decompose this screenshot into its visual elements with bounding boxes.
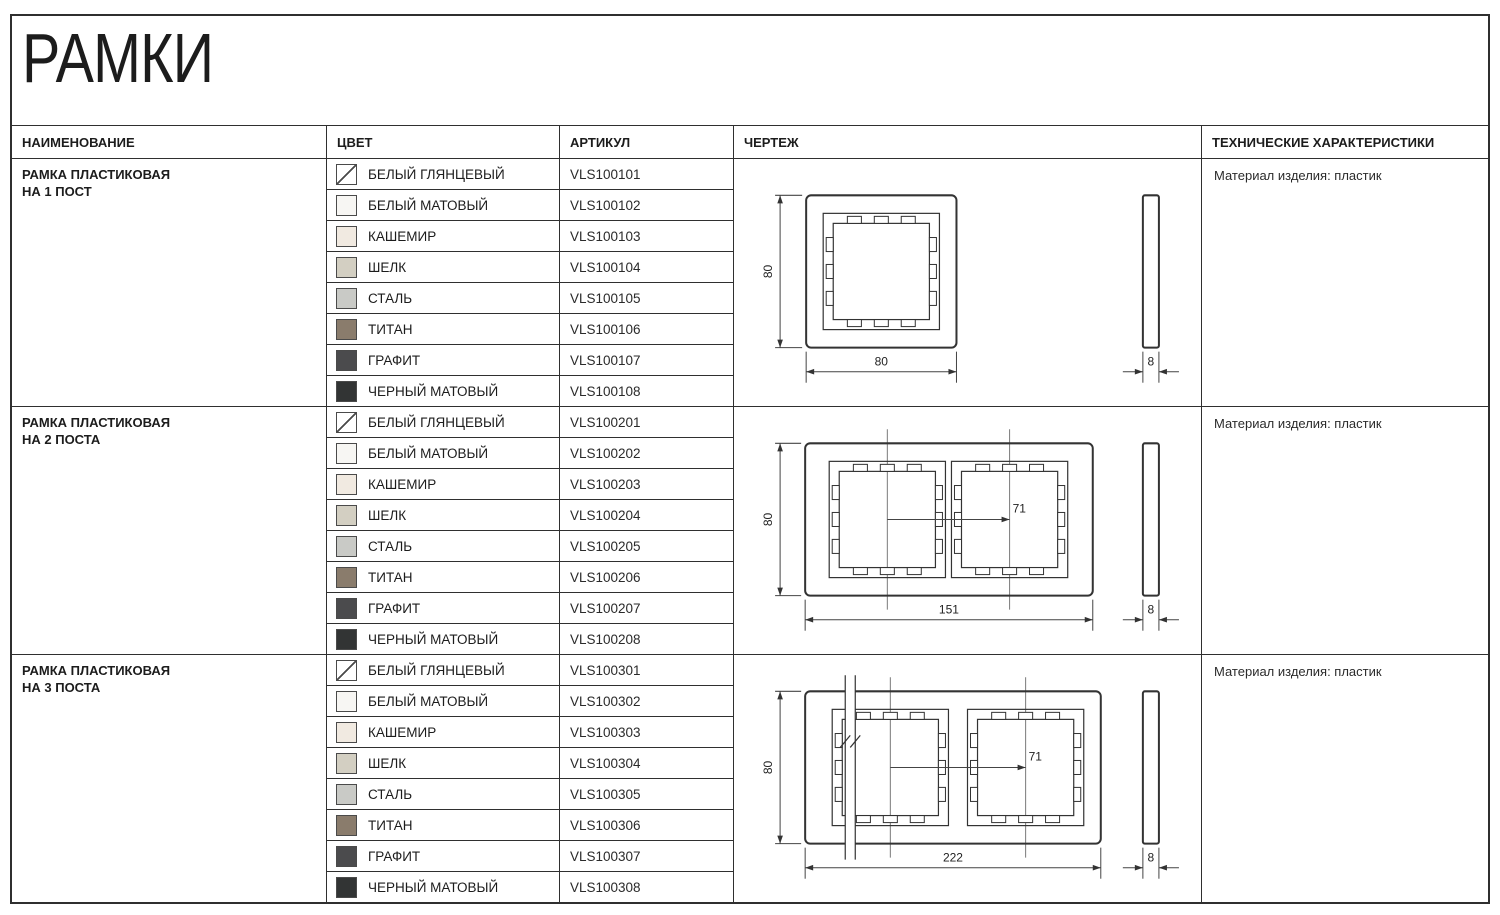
variants-list xyxy=(327,655,734,902)
variant-row xyxy=(327,376,733,406)
tech-characteristics: Материал изделия: пластик xyxy=(1214,664,1382,679)
variant-row xyxy=(327,500,733,531)
header-name: НАИМЕНОВАНИЕ xyxy=(12,126,327,158)
color-swatch xyxy=(336,164,357,185)
article-code: VLS100105 xyxy=(570,290,641,306)
product-groups xyxy=(12,159,1488,902)
svg-text:80: 80 xyxy=(761,264,776,279)
color-name: ЧЕРНЫЙ МАТОВЫЙ xyxy=(368,383,499,399)
color-cell xyxy=(327,252,560,282)
title-row xyxy=(12,16,1488,126)
color-name: ТИТАН xyxy=(368,569,413,585)
variant-row xyxy=(327,314,733,345)
variant-row xyxy=(327,407,733,438)
color-cell xyxy=(327,593,560,623)
table-header-row xyxy=(12,126,1488,159)
color-name: БЕЛЫЙ МАТОВЫЙ xyxy=(368,445,489,461)
svg-text:80: 80 xyxy=(761,760,776,775)
article-code: VLS100107 xyxy=(570,352,641,368)
svg-text:8: 8 xyxy=(1147,850,1155,865)
variants-list xyxy=(327,407,734,654)
product-name: РАМКА ПЛАСТИКОВАЯ НА 1 ПОСТ xyxy=(12,159,327,406)
article-code: VLS100206 xyxy=(570,569,641,585)
variant-row xyxy=(327,624,733,654)
color-cell xyxy=(327,779,560,809)
article-code: VLS100305 xyxy=(570,786,641,802)
article-code: VLS100303 xyxy=(570,724,641,740)
article-code: VLS100108 xyxy=(570,383,641,399)
color-cell xyxy=(327,531,560,561)
color-cell xyxy=(327,438,560,468)
variants-list xyxy=(327,159,734,406)
color-cell xyxy=(327,221,560,251)
svg-text:80: 80 xyxy=(761,512,776,527)
tech-characteristics: Материал изделия: пластик xyxy=(1214,416,1382,431)
color-name: БЕЛЫЙ ГЛЯНЦЕВЫЙ xyxy=(368,414,505,430)
variant-row xyxy=(327,779,733,810)
color-swatch xyxy=(336,350,357,371)
variant-row xyxy=(327,438,733,469)
color-name: КАШЕМИР xyxy=(368,228,437,244)
variant-row xyxy=(327,810,733,841)
color-name: БЕЛЫЙ МАТОВЫЙ xyxy=(368,197,489,213)
article-code: VLS100106 xyxy=(570,321,641,337)
variant-row xyxy=(327,252,733,283)
color-swatch xyxy=(336,381,357,402)
color-swatch xyxy=(336,598,357,619)
color-name: ГРАФИТ xyxy=(368,600,421,616)
article-code: VLS100304 xyxy=(570,755,641,771)
article-code: VLS100101 xyxy=(570,166,641,182)
header-drawing: ЧЕРТЕЖ xyxy=(734,126,1202,158)
variant-row xyxy=(327,221,733,252)
color-name: СТАЛЬ xyxy=(368,290,413,306)
article-code: VLS100201 xyxy=(570,414,641,430)
color-swatch xyxy=(336,195,357,216)
color-name: СТАЛЬ xyxy=(368,786,413,802)
color-cell xyxy=(327,841,560,871)
color-name: БЕЛЫЙ МАТОВЫЙ xyxy=(368,693,489,709)
color-swatch xyxy=(336,319,357,340)
article-code: VLS100202 xyxy=(570,445,641,461)
color-swatch xyxy=(336,567,357,588)
color-cell xyxy=(327,500,560,530)
header-color: ЦВЕТ xyxy=(327,126,560,158)
article-code: VLS100207 xyxy=(570,600,641,616)
article-code: VLS100306 xyxy=(570,817,641,833)
variant-row xyxy=(327,159,733,190)
group-row-1-post xyxy=(12,159,1488,407)
product-name: РАМКА ПЛАСТИКОВАЯ НА 3 ПОСТА xyxy=(12,655,327,902)
color-cell xyxy=(327,624,560,654)
variant-row xyxy=(327,841,733,872)
color-swatch xyxy=(336,784,357,805)
color-name: ЧЕРНЫЙ МАТОВЫЙ xyxy=(368,879,499,895)
color-cell xyxy=(327,314,560,344)
article-code: VLS100102 xyxy=(570,197,641,213)
color-cell xyxy=(327,469,560,499)
color-name: КАШЕМИР xyxy=(368,724,437,740)
frames-catalog-table xyxy=(10,14,1490,904)
color-swatch xyxy=(336,629,357,650)
color-name: ТИТАН xyxy=(368,321,413,337)
color-name: ШЕЛК xyxy=(368,755,407,771)
color-cell xyxy=(327,717,560,747)
group-row-3-post xyxy=(12,655,1488,902)
variant-row xyxy=(327,655,733,686)
color-name: ЧЕРНЫЙ МАТОВЫЙ xyxy=(368,631,499,647)
variant-row xyxy=(327,686,733,717)
article-code: VLS100104 xyxy=(570,259,641,275)
color-swatch xyxy=(336,722,357,743)
svg-text:71: 71 xyxy=(1028,749,1043,764)
color-swatch xyxy=(336,505,357,526)
variant-row xyxy=(327,283,733,314)
tech-characteristics: Материал изделия: пластик xyxy=(1214,168,1382,183)
article-code: VLS100208 xyxy=(570,631,641,647)
group-row-2-post xyxy=(12,407,1488,655)
variant-row xyxy=(327,593,733,624)
variant-row xyxy=(327,469,733,500)
variant-row xyxy=(327,562,733,593)
article-code: VLS100103 xyxy=(570,228,641,244)
color-name: ГРАФИТ xyxy=(368,848,421,864)
variant-row xyxy=(327,872,733,902)
color-name: ШЕЛК xyxy=(368,507,407,523)
header-tech: ТЕХНИЧЕСКИЕ ХАРАКТЕРИСТИКИ xyxy=(1212,134,1435,150)
color-name: ТИТАН xyxy=(368,817,413,833)
color-cell xyxy=(327,686,560,716)
color-name: ШЕЛК xyxy=(368,259,407,275)
color-name: БЕЛЫЙ ГЛЯНЦЕВЫЙ xyxy=(368,662,505,678)
technical-drawing-2-post xyxy=(734,407,1202,654)
color-swatch xyxy=(336,443,357,464)
article-code: VLS100301 xyxy=(570,662,641,678)
color-cell xyxy=(327,376,560,406)
article-code: VLS100308 xyxy=(570,879,641,895)
color-swatch xyxy=(336,815,357,836)
color-name: КАШЕМИР xyxy=(368,476,437,492)
page-title: РАМКИ xyxy=(22,19,214,97)
svg-text:80: 80 xyxy=(874,354,889,369)
svg-text:8: 8 xyxy=(1147,602,1155,617)
article-code: VLS100307 xyxy=(570,848,641,864)
article-code: VLS100204 xyxy=(570,507,641,523)
variant-row xyxy=(327,717,733,748)
color-swatch xyxy=(336,753,357,774)
color-cell xyxy=(327,407,560,437)
article-code: VLS100203 xyxy=(570,476,641,492)
color-name: БЕЛЫЙ ГЛЯНЦЕВЫЙ xyxy=(368,166,505,182)
color-cell xyxy=(327,655,560,685)
color-cell xyxy=(327,872,560,902)
color-swatch xyxy=(336,846,357,867)
technical-drawing-3-post xyxy=(734,655,1202,902)
article-code: VLS100302 xyxy=(570,693,641,709)
color-cell xyxy=(327,810,560,840)
color-swatch xyxy=(336,226,357,247)
article-code: VLS100205 xyxy=(570,538,641,554)
color-name: ГРАФИТ xyxy=(368,352,421,368)
color-cell xyxy=(327,748,560,778)
variant-row xyxy=(327,190,733,221)
color-cell xyxy=(327,159,560,189)
color-cell xyxy=(327,345,560,375)
variant-row xyxy=(327,345,733,376)
color-swatch xyxy=(336,288,357,309)
color-swatch xyxy=(336,536,357,557)
color-swatch xyxy=(336,257,357,278)
color-cell xyxy=(327,283,560,313)
color-cell xyxy=(327,562,560,592)
color-name: СТАЛЬ xyxy=(368,538,413,554)
color-swatch xyxy=(336,474,357,495)
technical-drawing-1-post xyxy=(734,159,1202,406)
header-article: АРТИКУЛ xyxy=(560,126,734,158)
color-swatch xyxy=(336,877,357,898)
variant-row xyxy=(327,748,733,779)
color-swatch xyxy=(336,691,357,712)
svg-text:71: 71 xyxy=(1012,501,1026,516)
color-swatch xyxy=(336,412,357,433)
svg-text:222: 222 xyxy=(942,850,964,865)
color-swatch xyxy=(336,660,357,681)
variant-row xyxy=(327,531,733,562)
color-cell xyxy=(327,190,560,220)
product-name: РАМКА ПЛАСТИКОВАЯ НА 2 ПОСТА xyxy=(12,407,327,654)
svg-text:151: 151 xyxy=(938,602,959,617)
svg-text:8: 8 xyxy=(1147,354,1155,369)
